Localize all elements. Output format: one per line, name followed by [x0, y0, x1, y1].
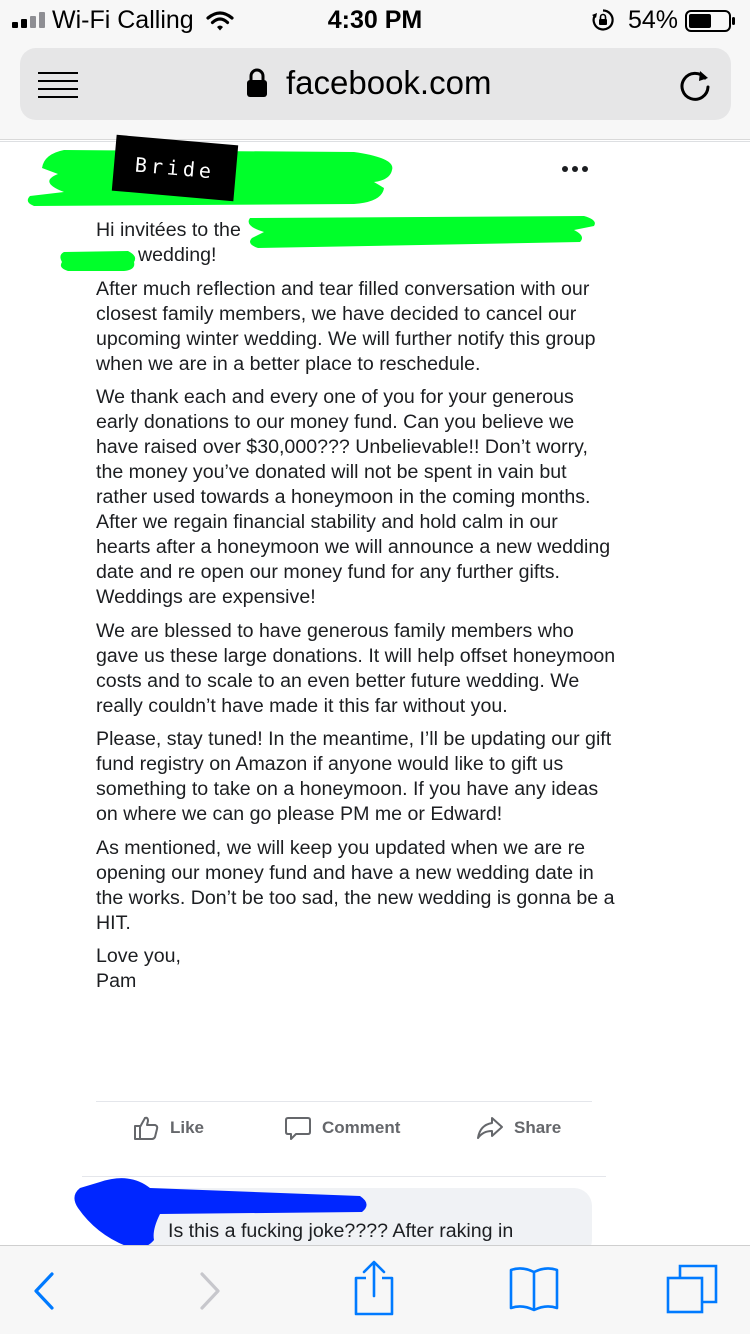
reader-menu-icon[interactable] [38, 72, 80, 100]
post-body [96, 218, 616, 994]
status-bar [0, 0, 750, 40]
more-options-icon[interactable] [562, 166, 588, 174]
status-time: 4:30 PM [327, 6, 423, 34]
url-text[interactable]: facebook.com [286, 64, 492, 101]
share-sheet-icon[interactable] [352, 1260, 396, 1316]
address-bar[interactable] [20, 48, 731, 120]
lock-icon [246, 68, 268, 98]
redaction-mark [70, 1174, 372, 1250]
bookmarks-icon[interactable] [508, 1264, 560, 1314]
author-name-tag [112, 135, 238, 201]
post-paragraph: After much reflection and tear filled conversation with our closest family members, we have decided to cancel our upcoming winter wedding. We will further notify this group when we are in a better place to reschedule. [96, 277, 596, 375]
redaction-mark [244, 212, 598, 252]
signoff-line: Love you, [96, 945, 181, 967]
post-paragraph: Please, stay tuned! In the meantime, I’ll be updating our gift fund registry on Amazon if anyone would like to gift us something to take on a honeymoon. If you have any ideas on where we can go please PM me or Edward! [96, 728, 612, 825]
greeting-start: Hi invitées to the [96, 219, 241, 241]
battery-percentage: 54% [628, 6, 679, 34]
like-label: Like [170, 1118, 205, 1137]
browser-address-area [0, 40, 750, 140]
orientation-lock-icon [591, 8, 615, 32]
reload-icon[interactable] [678, 68, 712, 102]
tabs-icon[interactable] [666, 1264, 718, 1316]
author-tag-text: Bride [133, 152, 217, 184]
carrier-label: Wi-Fi Calling [52, 6, 194, 34]
comment-button[interactable] [284, 1110, 400, 1146]
comment-bubble-icon [284, 1114, 312, 1142]
comment-label: Comment [322, 1118, 401, 1137]
share-arrow-icon [476, 1114, 504, 1142]
divider [96, 1101, 592, 1102]
redaction-mark [58, 248, 138, 274]
signoff-name: Pam [96, 970, 137, 992]
post-paragraph: We are blessed to have generous family members who gave us these large donations. It will help offset honeymoon costs and to scale to an even better future wedding. We really couldn’t have made it this far without you. [96, 619, 616, 717]
battery-icon [685, 10, 737, 32]
forward-icon[interactable] [198, 1264, 224, 1318]
post-paragraph: As mentioned, we will keep you updated when we are re opening our money fund and have a new wedding date in the works. Don’t be too sad, the new wedding is gonna be a HIT. [96, 836, 615, 934]
browser-toolbar [0, 1245, 750, 1334]
comment-text: Is this a fucking joke???? After raking in [168, 1220, 514, 1242]
back-icon[interactable] [30, 1264, 56, 1318]
share-button[interactable] [476, 1110, 561, 1146]
share-label: Share [514, 1118, 562, 1137]
thumbs-up-icon [132, 1114, 160, 1142]
like-button[interactable] [132, 1110, 204, 1146]
post-paragraph: We thank each and every one of you for your generous early donations to our money fund. Can you believe we have raised over $30,000??? Unbelievable!! Don’t worry, the money you’ve donated will not be spent in vain but rather used towards a honeymoon in the coming months. After we regain financial stability and hold calm in our hearts after a honeymoon we will announce a new wedding date and re open our money fund for any further gifts. Weddings are expensive! [96, 386, 611, 608]
greeting-end: wedding! [138, 244, 217, 266]
